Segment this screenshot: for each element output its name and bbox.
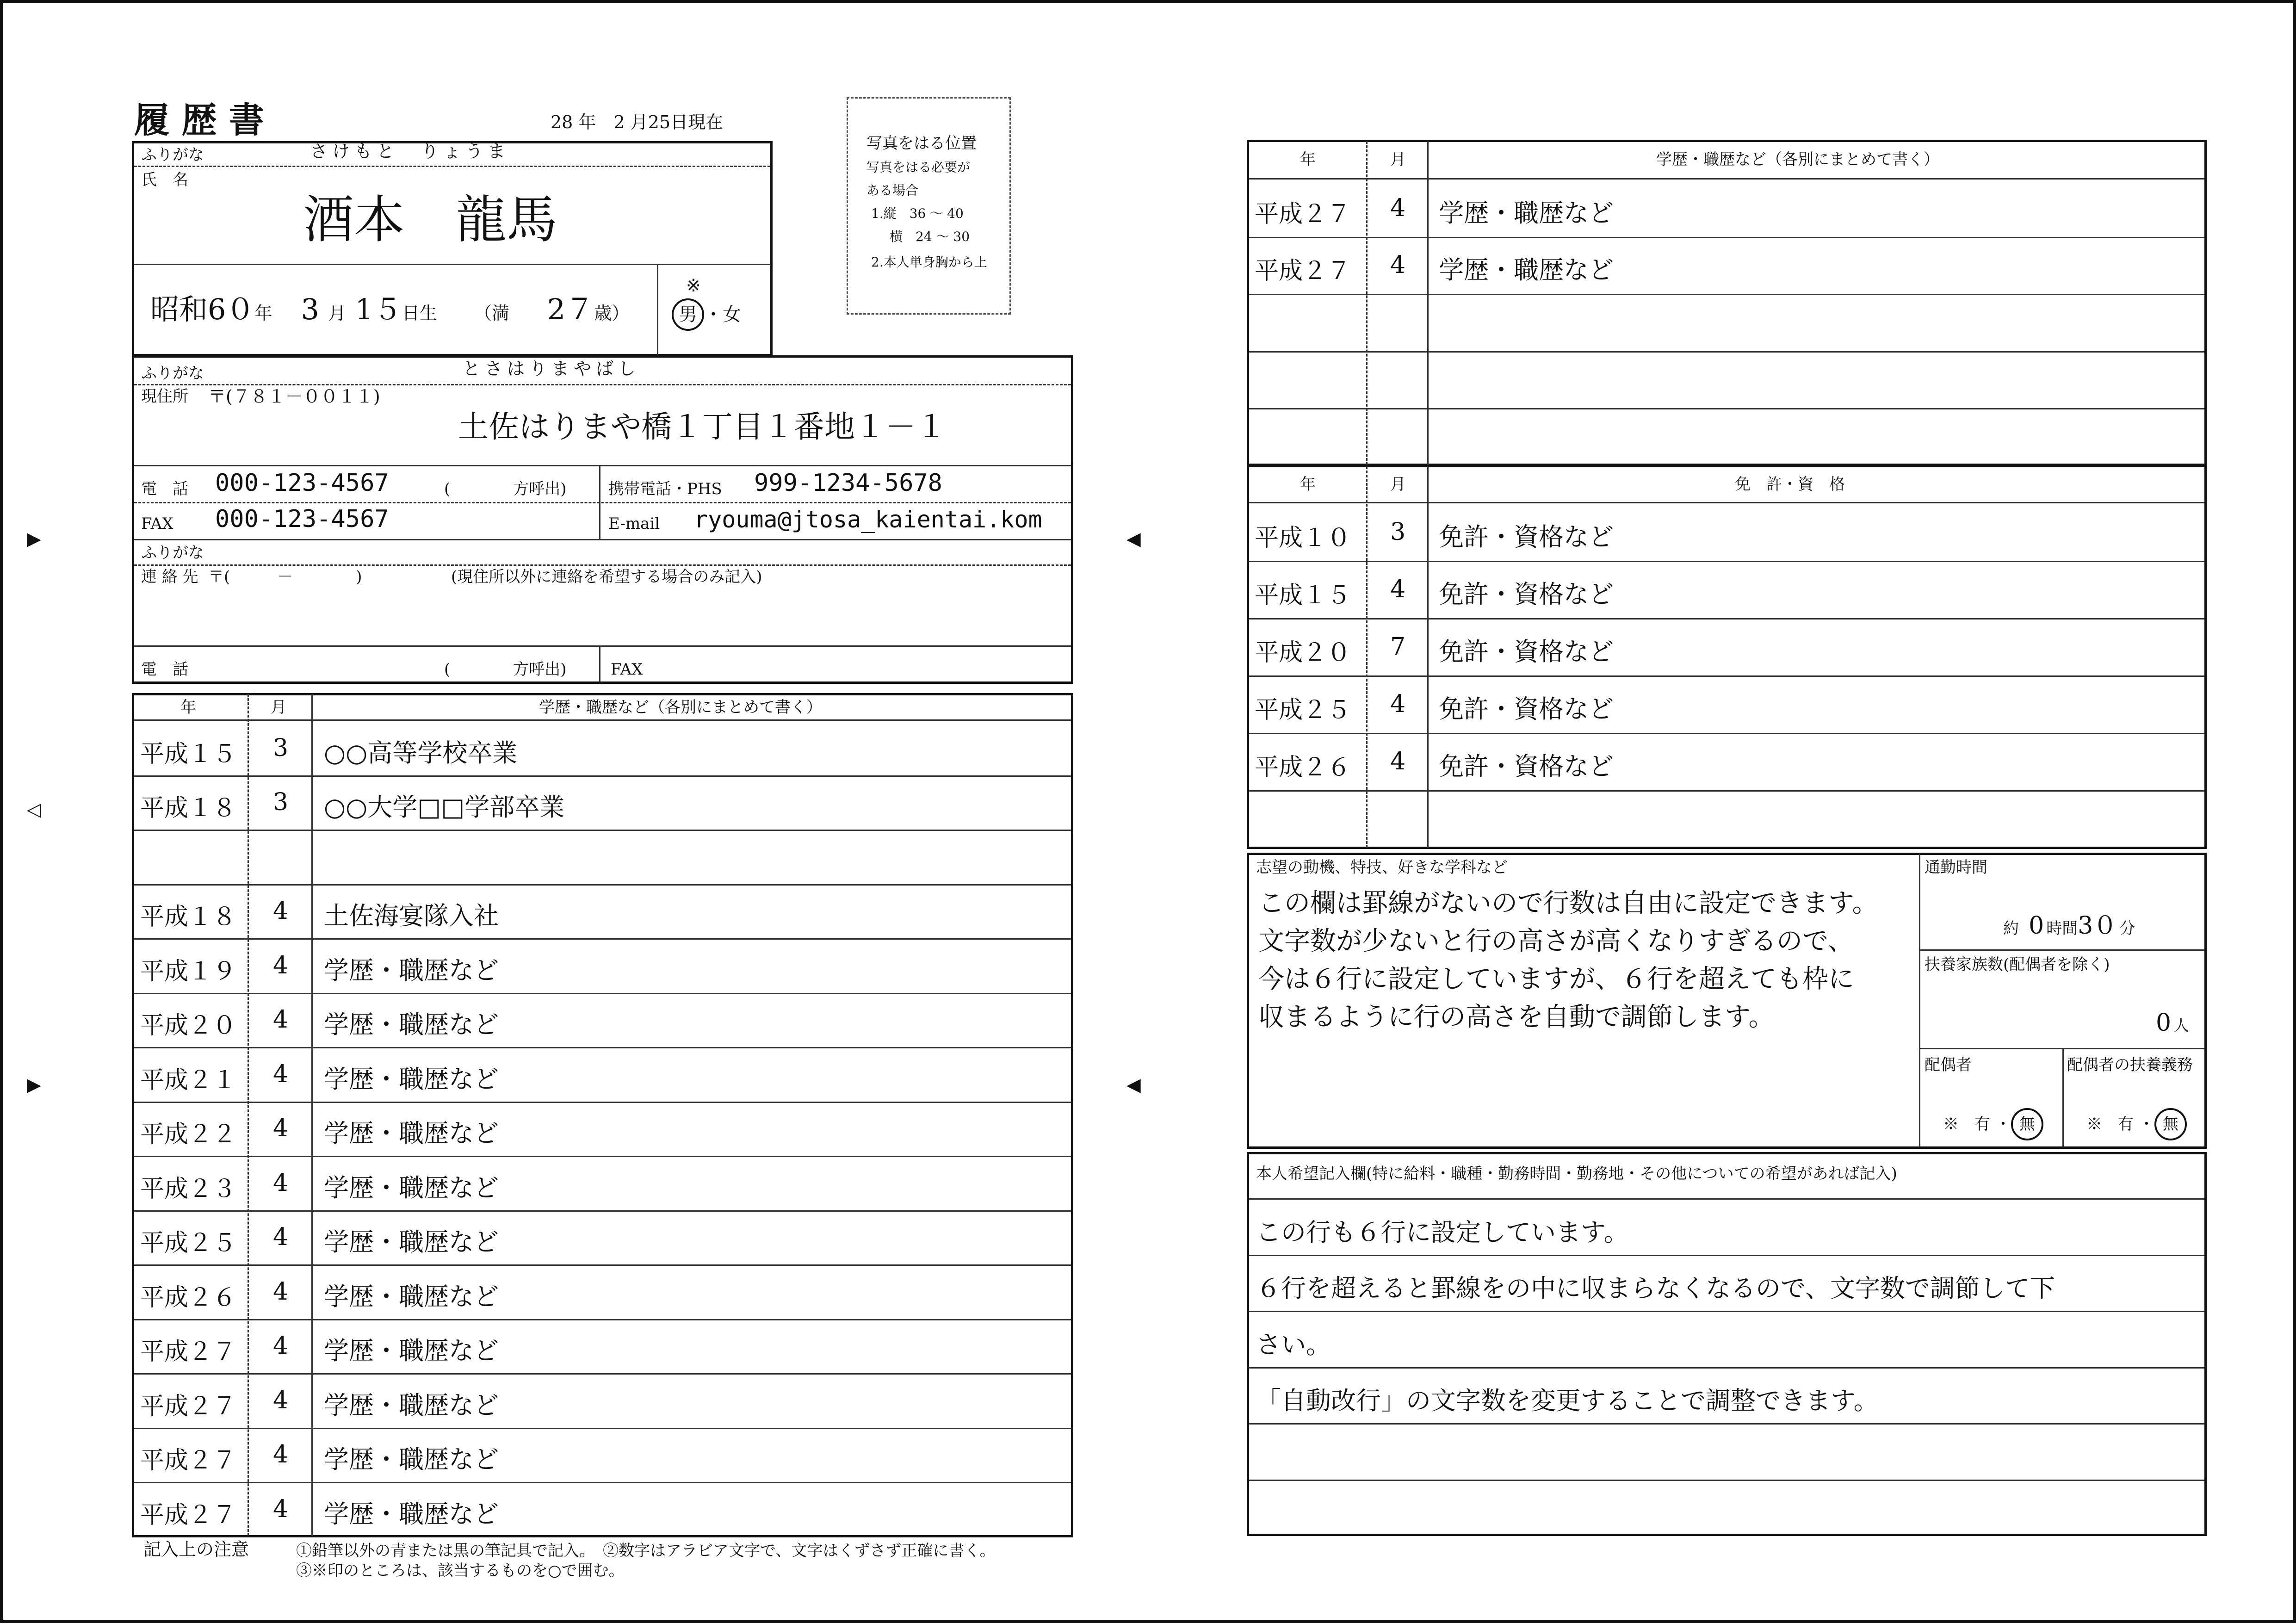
row-month[interactable]: 4 [272,1223,289,1251]
divider [134,465,1071,466]
row-text[interactable]: 免許・資格など [1439,752,1614,781]
notes-line-2: ③※印のところは、該当するものを○で囲む。 [296,1561,625,1580]
notes-label: 記入上の注意 [143,1539,249,1560]
row-year[interactable]: 平成２７ [140,1338,237,1366]
photo-note-2: ある場合 [866,183,919,198]
row-divider [134,1102,1071,1103]
row-divider [134,1047,1071,1048]
spouse-selector[interactable]: ※ 有 ・ 無 [1943,1108,2043,1140]
header-month: 月 [1390,475,1406,494]
photo-note-1: 写真をはる必要が [866,160,971,175]
row-year[interactable]: 平成２６ [1255,754,1351,781]
row-divider [1249,1255,2204,1256]
divider [1427,141,1429,465]
contact-postal[interactable]: 〒( － ) [208,568,362,586]
postal-code[interactable]: 〒(７８１－００１１) [208,386,380,407]
date-current: 28 年 2 月25日現在 [551,112,724,132]
contact-phone-label: 電 話 [141,660,188,679]
dependents-label: 扶養家族数(配偶者を除く) [1925,955,2110,974]
row-text[interactable]: 学歴・職歴など [324,1064,499,1094]
marker-arrow-left-2: ▶ [27,1074,41,1096]
row-month[interactable]: 4 [272,1441,289,1469]
row-month[interactable]: 4 [272,1115,289,1143]
motivation-line: 今は６行に設定していますが、６行を超えても枠に [1258,964,1854,994]
row-year[interactable]: 平成２６ [140,1283,237,1312]
row-month[interactable]: 4 [1390,748,1406,775]
row-divider [1249,790,2204,792]
marker-arrow-right-2: ◀ [1126,1074,1141,1096]
row-month[interactable]: 7 [1390,633,1406,661]
row-month[interactable]: 3 [272,734,289,762]
requests-section [1247,1152,2207,1536]
row-month[interactable]: 3 [1390,518,1406,546]
motivation-text[interactable] [1258,888,1906,1042]
email-value[interactable]: ryouma@jtosa_kaientai.kom [694,506,1042,533]
row-year[interactable]: 平成２５ [140,1229,237,1258]
row-year[interactable]: 平成２０ [140,1012,237,1040]
row-year[interactable]: 平成１９ [140,957,237,985]
header-year: 年 [1300,475,1316,494]
phone-label: 電 話 [141,480,188,498]
divider [1249,178,2204,180]
row-text[interactable]: 学歴・職歴など [324,1445,499,1474]
contact-label: 連 絡 先 [141,568,198,586]
sex-female-option[interactable]: 女 [723,304,741,325]
mobile-value[interactable]: 999-1234-5678 [754,469,942,497]
row-month[interactable]: 4 [272,897,289,925]
row-month[interactable]: 4 [272,1169,289,1197]
birth-date[interactable]: 昭和6０年 3 月 1５日生 [150,292,437,326]
phone-value[interactable]: 000-123-4567 [215,469,389,497]
row-divider [1249,1480,2204,1481]
row-divider [1249,1367,2204,1369]
row-month[interactable]: 4 [272,1495,289,1523]
row-divider [134,775,1071,777]
row-divider [1249,408,2204,409]
row-year[interactable]: 平成２７ [1255,257,1351,285]
row-text[interactable]: 免許・資格など [1439,522,1614,551]
divider [1366,141,1368,465]
age[interactable]: （満 2７歳） [474,292,630,326]
row-text[interactable]: 学歴・職歴など [1439,255,1614,285]
row-month[interactable]: 4 [272,1006,289,1034]
row-year[interactable]: 平成１５ [1255,582,1351,609]
row-text[interactable]: 学歴・職歴など [324,1390,499,1420]
row-month[interactable]: 4 [1390,690,1406,718]
row-month[interactable]: 4 [272,1060,289,1088]
header-year: 年 [180,698,196,717]
row-month[interactable]: 4 [272,951,289,979]
divider [134,264,770,265]
request-line[interactable]: さい。 [1256,1330,1331,1359]
row-divider [134,993,1071,994]
divider [1919,854,1920,1147]
commute-time[interactable]: 約 0 時間3０ 分 [2003,912,2135,940]
row-text[interactable]: 免許・資格など [1439,694,1614,724]
fax-value[interactable]: 000-123-4567 [215,505,389,533]
row-divider [1249,237,2204,238]
sex-male-option[interactable]: 男 [672,298,704,331]
row-month[interactable]: 4 [1390,194,1406,222]
contact-note: (現住所以外に連絡を希望する場合のみ記入) [451,568,762,586]
notes-line-1: ①鉛筆以外の青または黒の筆記具で記入。 ②数字はアラビア文字で、文字はくずさず正確に書く。 [296,1542,996,1560]
divider [311,694,313,1536]
divider [248,694,249,1536]
dependents-count[interactable]: 0 人 [2156,1009,2190,1037]
marker-arrow-left-1: ▶ [27,528,41,550]
row-year[interactable]: 平成１０ [1255,524,1351,552]
spouse-label: 配偶者 [1925,1056,1972,1074]
row-year[interactable]: 平成２０ [1255,639,1351,667]
header-month: 月 [271,698,286,717]
row-year[interactable]: 平成２７ [140,1447,237,1475]
mark-note: ※ [686,275,701,296]
row-year[interactable]: 平成２５ [1255,696,1351,724]
divider [1249,502,2204,503]
row-month[interactable]: 4 [1390,576,1406,603]
phone-suffix: ( 方呼出) [444,480,567,498]
divider [134,719,1071,721]
row-year[interactable]: 平成２７ [140,1392,237,1420]
row-divider [134,1210,1071,1212]
row-divider [1249,561,2204,562]
row-year[interactable]: 平成１８ [140,794,237,823]
spouse-no-option[interactable]: 無 [2011,1108,2043,1140]
spouse-support-selector[interactable]: ※ 有 ・ 無 [2086,1108,2187,1140]
divider [134,502,1071,503]
name-furigana[interactable]: さけもと りょうま [310,141,510,161]
email-label: E-mail [608,514,660,533]
row-year[interactable]: 平成２１ [140,1066,237,1094]
name-label: 氏 名 [141,171,188,189]
request-line[interactable]: ６行を超えると罫線をの中に収まらなくなるので、文字数で調節して下 [1256,1274,2055,1303]
row-divider [1249,351,2204,353]
history-table-right [1247,140,2207,466]
row-text[interactable]: 学歴・職歴など [324,1336,499,1366]
row-divider [134,1156,1071,1157]
header-month: 月 [1390,150,1406,169]
motivation-line: 文字数が少ないと行の高さが高くなりすぎるので、 [1258,926,1854,956]
spouse-yes-option[interactable]: 有 [1974,1115,1990,1134]
row-divider [1249,1423,2204,1425]
divider [2062,1048,2064,1147]
motivation-label: 志望の動機、特技、好きな学科など [1256,858,1508,877]
divider [134,645,1071,647]
header-content: 免 許・資 格 [1735,475,1845,494]
marker-arrow-right-1: ◀ [1126,528,1141,550]
header-year: 年 [1300,150,1316,169]
row-divider [1249,1311,2204,1312]
mobile-label: 携帯電話・PHS [608,480,722,498]
row-year[interactable]: 平成２７ [140,1501,237,1529]
row-divider [134,1373,1071,1375]
row-text[interactable]: 学歴・職歴など [324,955,499,985]
row-text[interactable]: 免許・資格など [1439,637,1614,666]
row-text[interactable]: ○○大学□□学部卒業 [324,793,565,822]
row-divider [134,884,1071,886]
divider [134,166,770,167]
spouse-support-label: 配偶者の扶養義務 [2067,1056,2193,1074]
header-content: 学歴・職歴など（各別にまとめて書く） [539,698,822,717]
row-divider [1249,675,2204,677]
request-line[interactable]: 「自動改行」の文字数を変更することで調整できます。 [1256,1386,1879,1416]
row-divider [134,1319,1071,1320]
row-divider [134,830,1071,831]
divider [657,264,658,355]
row-text[interactable]: 免許・資格など [1439,580,1614,609]
contact-fax-label: FAX [611,660,643,679]
divider [599,645,600,682]
photo-title: 写真をはる位置 [866,134,977,153]
spouse-support-yes-option[interactable]: 有 [2118,1115,2134,1134]
address-furigana-label: ふりがな [141,364,204,383]
row-divider [134,1428,1071,1429]
row-text[interactable]: 学歴・職歴など [324,1499,499,1529]
request-line[interactable]: この行も６行に設定しています。 [1256,1217,1629,1247]
commute-label: 通勤時間 [1925,858,1987,877]
row-month[interactable]: 4 [1390,251,1406,279]
address-value[interactable]: 土佐はりまや橋１丁目１番地１－１ [458,409,947,445]
photo-note-4: 横 24 ～ 30 [890,229,970,244]
row-year[interactable]: 平成１５ [140,740,237,768]
row-divider [1249,294,2204,295]
row-divider [134,1482,1071,1483]
photo-note-5: 2.本人単身胸から上 [871,254,987,270]
row-divider [134,1264,1071,1266]
requests-label: 本人希望記入欄(特に給料・職種・勤務時間・勤務地・その他についての希望があれば記入) [1256,1165,1897,1183]
divider [134,384,1071,385]
row-divider [134,938,1071,940]
name-furigana-label: ふりがな [141,146,204,164]
row-month[interactable]: 3 [272,788,289,817]
row-year[interactable]: 平成２７ [1255,200,1351,228]
full-name[interactable]: 酒本 龍馬 [303,190,557,249]
row-text[interactable]: 学歴・職歴など [324,1173,499,1202]
spouse-support-no-option[interactable]: 無 [2154,1108,2187,1140]
page-title: 履 歴 書 [134,99,264,141]
header-content: 学歴・職歴など（各別にまとめて書く） [1656,150,1939,169]
fax-label: FAX [141,514,173,533]
row-text[interactable]: ○○高等学校卒業 [324,738,518,768]
marker-arrow-left-3: ◁ [27,799,41,820]
photo-placeholder [847,97,1011,315]
row-year[interactable]: 平成１８ [140,903,237,931]
address-label: 現住所 [141,387,188,406]
row-year[interactable]: 平成２２ [140,1121,237,1149]
row-divider [1249,1198,2204,1200]
row-text[interactable]: 学歴・職歴など [324,1227,499,1257]
row-month[interactable]: 4 [272,1386,289,1414]
row-divider [1249,618,2204,619]
row-text[interactable]: 学歴・職歴など [1439,198,1614,228]
row-month[interactable]: 4 [272,1332,289,1360]
motivation-line: 収まるように行の高さを自動で調節します。 [1258,1002,1775,1032]
row-text[interactable]: 学歴・職歴など [324,1282,499,1311]
motivation-line: この欄は罫線がないので行数は自由に設定できます。 [1258,888,1878,918]
sex-selector[interactable]: 男 ・女 [672,298,741,331]
contact-phone-suffix: ( 方呼出) [444,660,567,679]
row-text[interactable]: 学歴・職歴など [324,1119,499,1148]
divider [134,539,1071,540]
row-year[interactable]: 平成２３ [140,1175,237,1203]
contact-furigana-label: ふりがな [141,544,204,562]
divider [134,564,1071,566]
row-text[interactable]: 学歴・職歴など [324,1010,499,1040]
address-furigana[interactable]: とさはりまやばし [463,359,641,379]
row-divider [1249,733,2204,734]
photo-note-3: 1.縦 36 ～ 40 [871,206,964,221]
row-text[interactable]: 土佐海宴隊入社 [324,901,499,931]
row-month[interactable]: 4 [272,1277,289,1306]
divider [1920,949,2204,951]
